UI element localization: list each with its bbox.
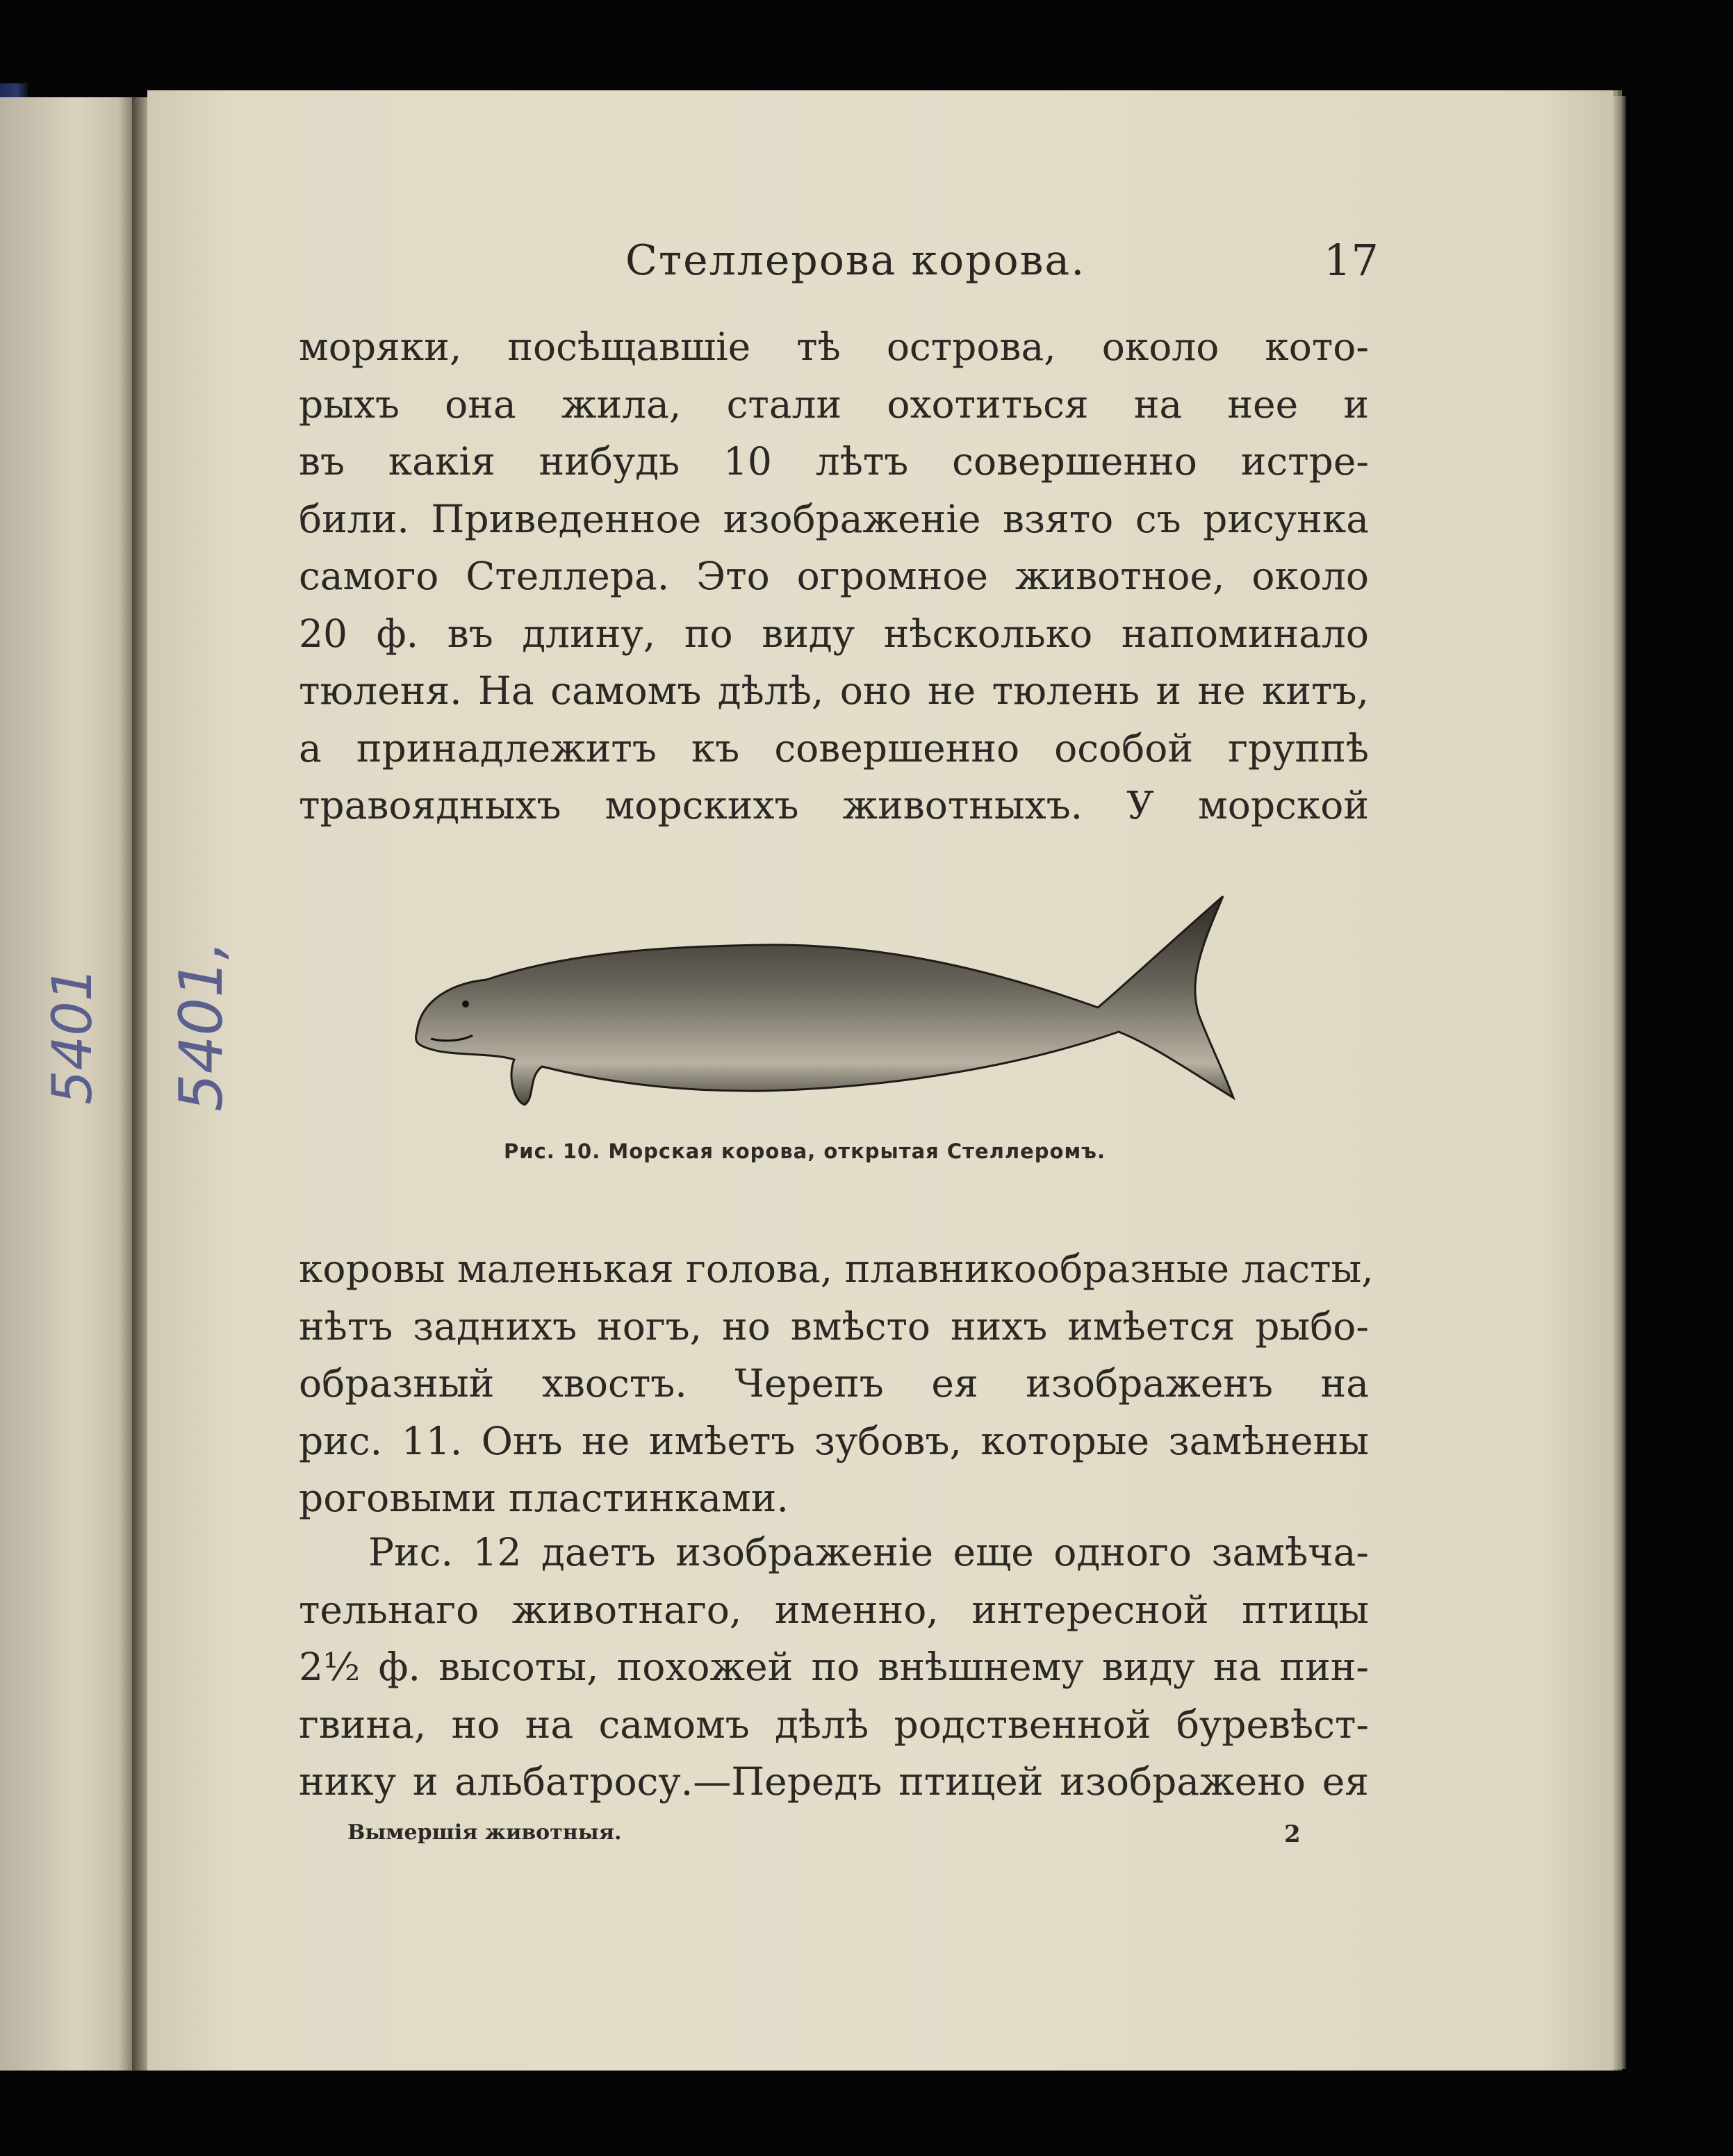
text-line: образный хвостъ. Черепъ ея изображенъ на [299, 1361, 1369, 1406]
text-line: моряки, посѣщавшіе тѣ острова, около кото- [299, 324, 1369, 369]
text-line: били. Приведенное изображеніе взято съ рисунка [299, 496, 1369, 541]
sea-cow-body [416, 896, 1233, 1105]
paragraph-3 [299, 1524, 1369, 1811]
text-line: тельнаго животнаго, именно, интересной птицы [299, 1587, 1369, 1632]
sheet-number: 2 [1284, 1820, 1301, 1848]
text-line: роговыми пластинками. [299, 1476, 789, 1520]
signature-mark: Вымершія животныя. [347, 1820, 622, 1845]
paragraph-1 [299, 318, 1369, 834]
text-line: тюленя. На самомъ дѣлѣ, оно не тюлень и не китъ, [299, 668, 1369, 713]
text-line: нику и альбатросу.—Передъ птицей изображено ея [299, 1759, 1369, 1804]
figure-caption: Рис. 10. Морская корова, открытая Стеллеромъ. [504, 1139, 1106, 1163]
text-line: Рис. 12 даетъ изображеніе еще одного замѣча- [368, 1530, 1369, 1574]
page-number: 17 [1324, 235, 1379, 286]
margin-note-b: 5401, [167, 940, 236, 1112]
text-line: гвина, но на самомъ дѣлѣ родственной буревѣст- [299, 1702, 1369, 1747]
text-line: въ какія нибудь 10 лѣтъ совершенно истре- [299, 439, 1369, 484]
running-title: Стеллерова корова. [625, 236, 1086, 285]
text-line: а принадлежитъ къ совершенно особой группѣ [299, 725, 1369, 771]
text-line: рыхъ она жила, стали охотиться на нее и [299, 381, 1369, 427]
sea-cow-eye [462, 1001, 469, 1007]
text-line: 2½ ф. высоты, похожей по внѣшнему виду на пин- [299, 1645, 1369, 1689]
paragraph-2 [299, 1240, 1374, 1527]
page-edge [1613, 96, 1626, 2069]
text-line: коровы маленькая голова, плавникообразные ласты, [299, 1246, 1374, 1291]
text-line: 20 ф. въ длину, по виду нѣсколько напоминало [299, 611, 1369, 656]
text-line: самого Стеллера. Это огромное животное, около [299, 554, 1369, 598]
text-line: нѣтъ заднихъ ногъ, но вмѣсто нихъ имѣется рыбо- [299, 1303, 1369, 1349]
text-line: рис. 11. Онъ не имѣетъ зубовъ, которые замѣнены [299, 1418, 1369, 1463]
margin-note-a: 5401 [42, 966, 104, 1105]
sea-cow-illustration [403, 869, 1265, 1112]
text-line: травоядныхъ морскихъ животныхъ. У морской [299, 783, 1369, 828]
